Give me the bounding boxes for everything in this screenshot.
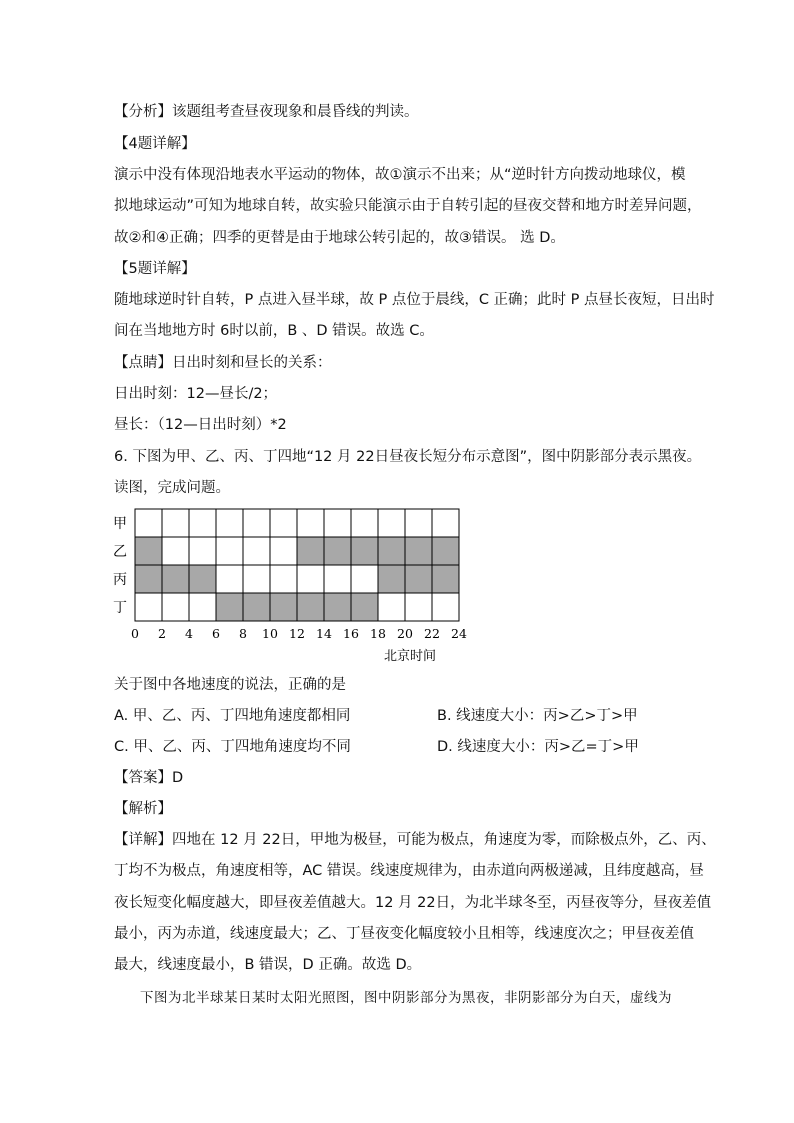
day-cell <box>243 565 270 593</box>
day-cell <box>243 537 270 565</box>
q5-heading: 【5题详解】 <box>114 261 196 277</box>
x-tick-label: 10 <box>262 626 278 641</box>
tip-heading: 【点睛】日出时刻和昼长的关系： <box>114 355 332 371</box>
q6-stem-line-1: 6. 下图为甲、乙、丙、丁四地“12 月 22日昼夜长短分布示意图”，图中阴影部分表示黑夜。 <box>114 449 702 465</box>
day-cell <box>297 509 324 537</box>
night-cell <box>243 593 270 621</box>
x-axis-label: 北京时间 <box>383 649 437 664</box>
night-cell <box>162 565 189 593</box>
night-cell <box>324 537 351 565</box>
day-cell <box>243 509 270 537</box>
detail-line-1: 【详解】四地在 12 月 22日，甲地为极昼，可能为极点，角速度为零，而除极点外，乙、丙、 <box>114 832 716 848</box>
night-cell <box>432 537 459 565</box>
row-label: 丁 <box>113 600 127 616</box>
x-tick-label: 8 <box>239 626 247 641</box>
night-cell <box>432 565 459 593</box>
row-label: 乙 <box>113 544 127 560</box>
night-cell <box>351 537 378 565</box>
day-cell <box>432 509 459 537</box>
night-cell <box>216 593 243 621</box>
night-cell <box>270 593 297 621</box>
day-cell <box>135 593 162 621</box>
day-cell <box>216 537 243 565</box>
analysis-line: 【分析】该题组考查昼夜现象和晨昏线的判读。 <box>114 104 419 120</box>
q5-text-line-1: 随地球逆时针自转，P 点进入昼半球，故 P 点位于晨线，C 正确；此时 P 点昼长夜短，日出时 <box>114 292 715 308</box>
row-label: 丙 <box>113 572 127 588</box>
x-tick-label: 2 <box>158 626 166 641</box>
q4-heading: 【4题详解】 <box>114 136 196 152</box>
detail-line-2: 丁均不为极点，角速度相等，AC 错误。线速度规律为，由赤道向两极递减，且纬度越高，昼 <box>114 863 704 879</box>
q4-text-line-1: 演示中没有体现沿地表水平运动的物体，故①演示不出来；从“逆时针方向拨动地球仪，模 <box>114 167 686 183</box>
x-tick-label: 0 <box>131 626 139 641</box>
analysis-heading: 【解析】 <box>114 801 172 817</box>
x-tick-label: 24 <box>451 626 467 641</box>
q6-stem-line-2: 读图，完成问题。 <box>114 480 230 496</box>
night-cell <box>351 593 378 621</box>
day-cell <box>162 537 189 565</box>
day-cell <box>351 509 378 537</box>
x-tick-label: 20 <box>397 626 413 641</box>
detail-line-4: 最小，丙为赤道，线速度最大；乙、丁昼夜变化幅度较小且相等，线速度次之；甲昼夜差值 <box>114 926 694 942</box>
detail-line-5: 最大，线速度最小，B 错误，D 正确。故选 D。 <box>114 957 422 973</box>
x-tick-label: 12 <box>289 626 305 641</box>
q5-text-line-2: 间在当地地方时 6时以前，B 、D 错误。故选 C。 <box>114 323 434 339</box>
detail-line-3: 夜长短变化幅度越大，即昼夜差值越大。12 月 22日，为北半球冬至，丙昼夜等分，昼夜差值 <box>114 895 712 911</box>
night-cell <box>378 537 405 565</box>
day-cell <box>324 565 351 593</box>
x-tick-label: 4 <box>185 626 193 641</box>
night-cell <box>135 537 162 565</box>
day-cell <box>324 509 351 537</box>
day-cell <box>162 593 189 621</box>
day-cell <box>216 509 243 537</box>
night-cell <box>378 565 405 593</box>
day-cell <box>270 537 297 565</box>
tip-formula-2: 昼长：（12—日出时刻）*2 <box>114 417 287 433</box>
day-cell <box>270 565 297 593</box>
night-cell <box>405 565 432 593</box>
q6-question: 关于图中各地速度的说法，正确的是 <box>114 677 346 693</box>
day-cell <box>189 537 216 565</box>
day-cell <box>135 509 162 537</box>
night-cell <box>405 537 432 565</box>
x-tick-label: 6 <box>212 626 220 641</box>
night-cell <box>189 565 216 593</box>
day-cell <box>189 593 216 621</box>
night-cell <box>324 593 351 621</box>
option-c[interactable]: C. 甲、乙、丙、丁四地角速度均不同 <box>114 739 351 755</box>
answer-line: 【答案】D <box>114 770 184 786</box>
option-d[interactable]: D. 线速度大小：丙>乙=丁>甲 <box>437 739 639 755</box>
day-cell <box>270 509 297 537</box>
x-tick-label: 22 <box>424 626 440 641</box>
day-cell <box>297 565 324 593</box>
night-cell <box>135 565 162 593</box>
tip-formula-1: 日出时刻：12—昼长/2； <box>114 386 278 402</box>
q4-text-line-2: 拟地球运动”可知为地球自转，故实验只能演示由于自转引起的昼夜交替和地方时差异问题， <box>114 198 702 214</box>
x-tick-label: 14 <box>316 626 332 641</box>
x-tick-label: 18 <box>370 626 386 641</box>
option-a[interactable]: A. 甲、乙、丙、丁四地角速度都相同 <box>114 708 351 724</box>
x-tick-label: 16 <box>343 626 359 641</box>
day-cell <box>432 593 459 621</box>
night-cell <box>297 537 324 565</box>
day-cell <box>351 565 378 593</box>
day-cell <box>378 509 405 537</box>
day-cell <box>189 509 216 537</box>
day-cell <box>162 509 189 537</box>
row-label: 甲 <box>113 516 127 532</box>
q4-text-line-3: 故②和④正确；四季的更替是由于地球公转引起的，故③错误。 选 D。 <box>114 230 565 246</box>
day-cell <box>405 509 432 537</box>
day-cell <box>405 593 432 621</box>
day-cell <box>216 565 243 593</box>
next-question-intro: 下图为北半球某日某时太阳光照图，图中阴影部分为黑夜，非阴影部分为白天，虚线为 <box>140 990 672 1006</box>
day-night-chart <box>110 505 480 667</box>
day-cell <box>378 593 405 621</box>
option-b[interactable]: B. 线速度大小：丙>乙>丁>甲 <box>437 708 638 724</box>
night-cell <box>297 593 324 621</box>
